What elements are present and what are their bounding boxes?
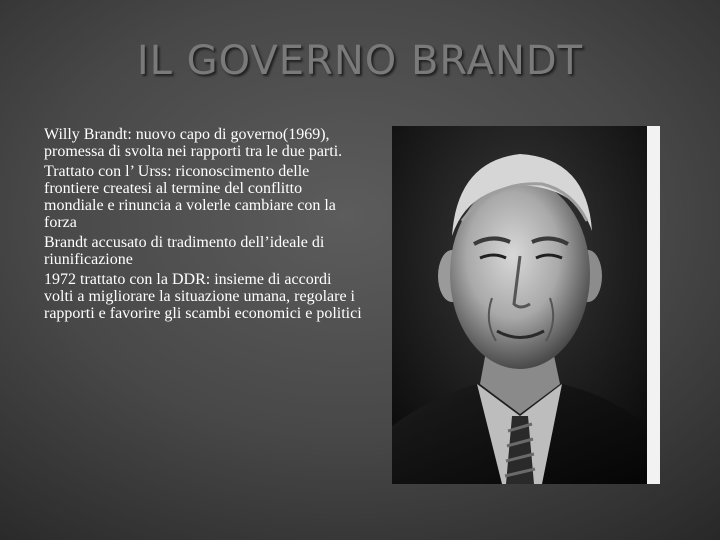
slide-title: IL GOVERNO BRANDT (136, 38, 584, 84)
portrait-image (392, 126, 660, 484)
portrait-photo (392, 126, 660, 484)
bullet-item: 1972 trattato con la DDR: insieme di accordi volti a migliorare la situazione umana, regolare i rapporti e favorire gli scambi economici e politici (44, 271, 362, 322)
bullet-item: Brandt accusato di tradimento dell’ideale di riunificazione (44, 234, 325, 268)
bullet-item: Willy Brandt: nuovo capo di governo(1969), promessa di svolta nei rapporti tra le due parti. (44, 126, 343, 160)
bullet-list (44, 126, 364, 325)
bullet-item: Trattato con l’ Urss: riconoscimento delle frontiere createsi al termine del conflitto mondiale e rinuncia a volerle cambiare con la forza (44, 163, 336, 231)
